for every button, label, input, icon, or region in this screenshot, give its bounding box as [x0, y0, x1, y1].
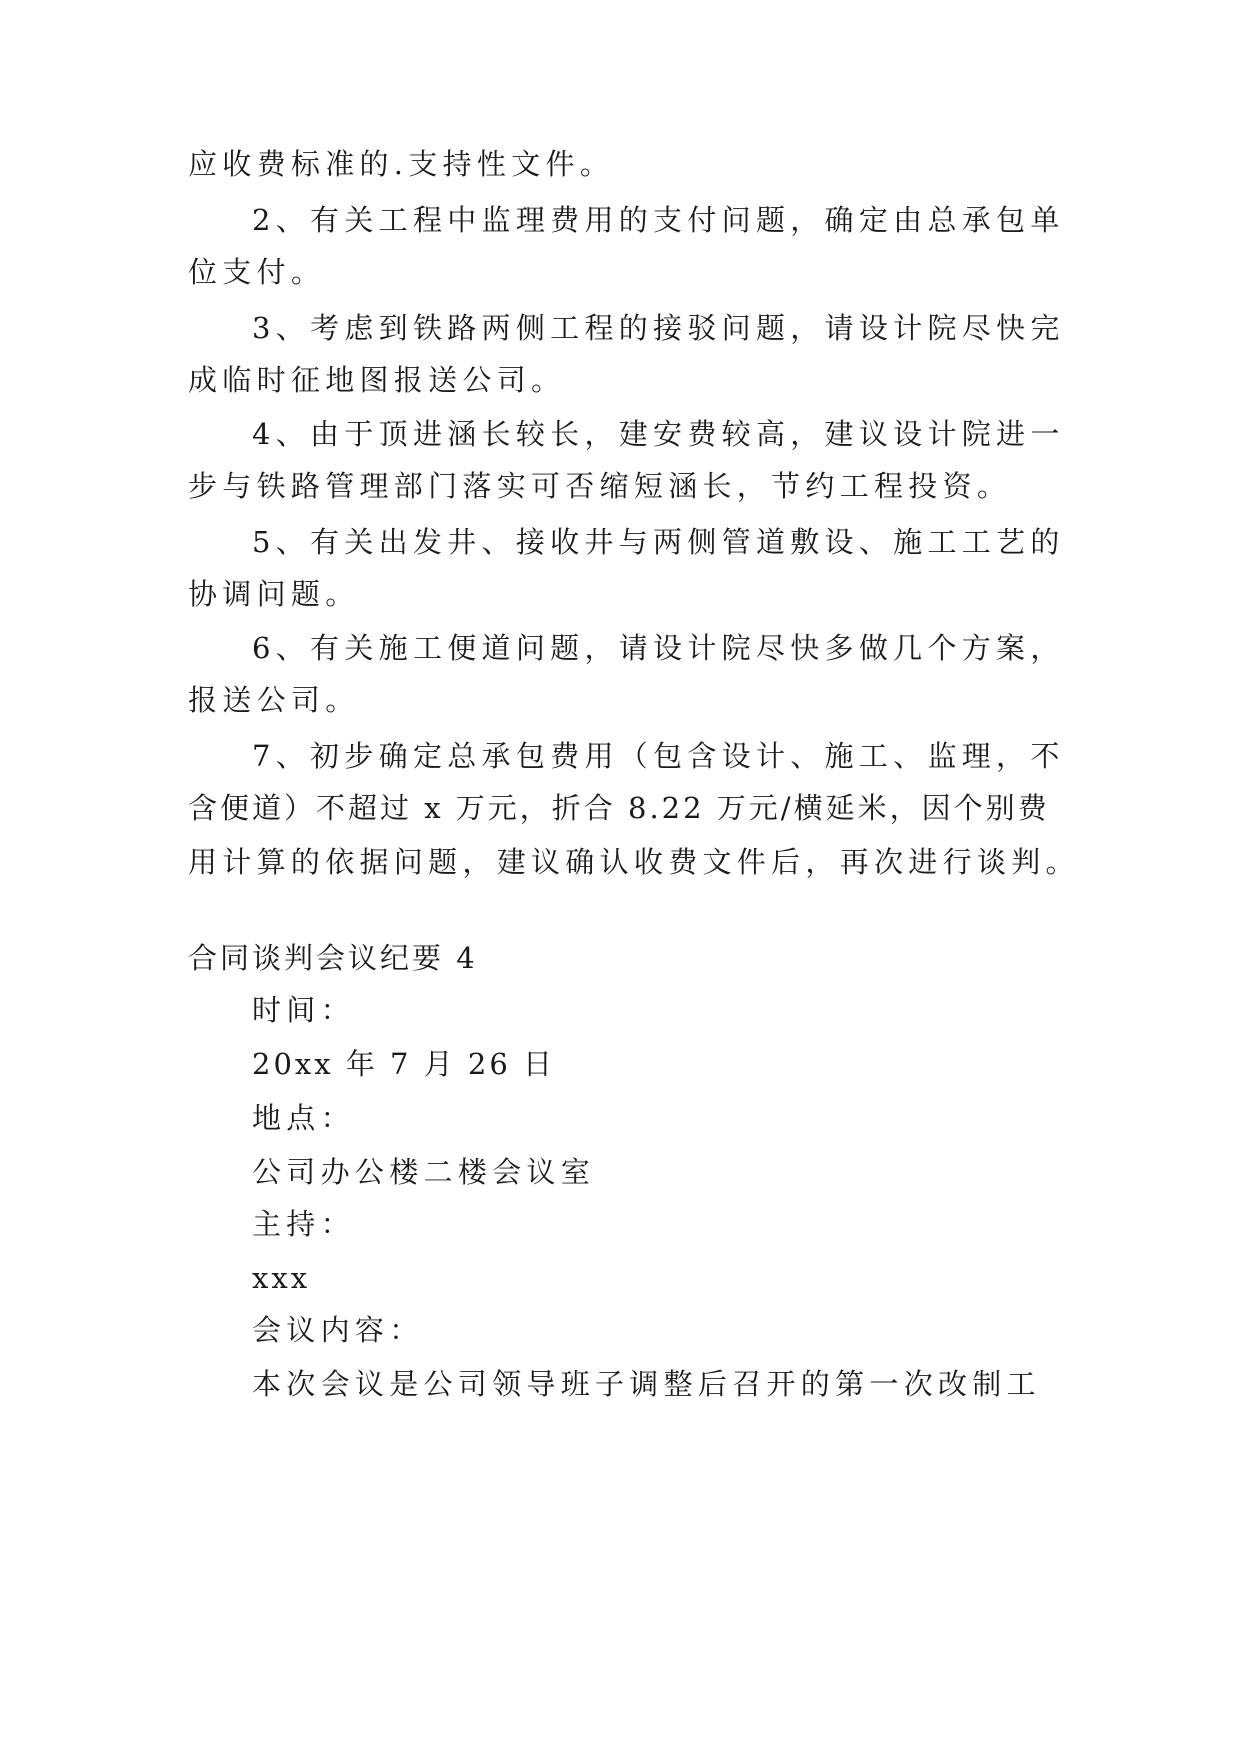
content-label: 会议内容： — [252, 1313, 424, 1347]
location-value: 公司办公楼二楼会议室 — [252, 1155, 596, 1189]
location-label: 地点： — [252, 1101, 355, 1135]
list-item-4-line-1: 4、由于顶进涵长较长，建安费较高，建议设计院进一 — [252, 417, 1065, 451]
content-paragraph-line: 本次会议是公司领导班子调整后召开的第一次改制工 — [252, 1367, 1041, 1401]
list-item-4-line-2: 步与铁路管理部门落实可否缩短涵长，节约工程投资。 — [188, 469, 1012, 503]
list-item-2-line-2: 位支付。 — [188, 255, 326, 289]
host-label: 主持： — [252, 1207, 355, 1241]
list-item-3-line-2: 成临时征地图报送公司。 — [188, 363, 566, 397]
paragraph-line: 应收费标准的.支持性文件。 — [188, 147, 615, 181]
list-item-5-line-1: 5、有关出发井、接收井与两侧管道敷设、施工工艺的 — [252, 525, 1065, 559]
list-item-3-line-1: 3、考虑到铁路两侧工程的接驳问题，请设计院尽快完 — [252, 311, 1065, 345]
list-item-6-line-2: 报送公司。 — [188, 683, 360, 717]
section-title: 合同谈判会议纪要 4 — [188, 941, 478, 975]
list-item-7-line-2: 含便道）不超过 x 万元，折合 8.22 万元/横延米，因个别费 — [188, 791, 1050, 825]
list-item-7-line-1: 7、初步确定总承包费用（包含设计、施工、监理，不 — [252, 739, 1065, 773]
time-value: 20xx 年 7 月 26 日 — [252, 1047, 556, 1081]
time-label: 时间： — [252, 993, 355, 1027]
list-item-7-line-3: 用计算的依据问题，建议确认收费文件后，再次进行谈判。 — [188, 845, 1080, 879]
list-item-5-line-2: 协调问题。 — [188, 577, 360, 611]
list-item-6-line-1: 6、有关施工便道问题，请设计院尽快多做几个方案， — [252, 631, 1065, 665]
host-value: xxx — [252, 1261, 311, 1295]
list-item-2-line-1: 2、有关工程中监理费用的支付问题，确定由总承包单 — [252, 203, 1065, 237]
